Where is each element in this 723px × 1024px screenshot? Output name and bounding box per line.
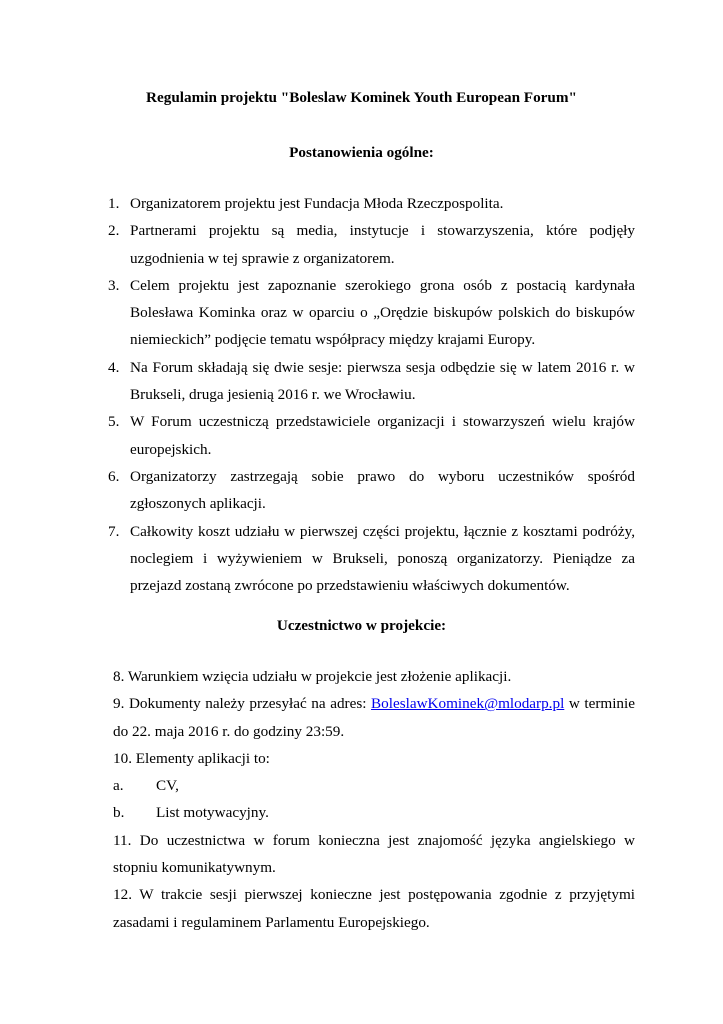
item-9-text-after: w terminie do 22. maja 2016 r. do godziny 23:59. <box>113 695 635 740</box>
list-item-number: 5. <box>108 413 120 431</box>
sub-list-text: CV, <box>156 777 179 795</box>
sub-list-text: List motywacyjny. <box>156 804 269 822</box>
list-item-text: Organizatorem projektu jest Fundacja Młoda Rzeczpospolita. <box>130 195 504 212</box>
sub-list-item <box>113 799 635 826</box>
paragraph-item-10: 10. Elementy aplikacji to: <box>113 749 270 767</box>
section-heading-participation: Uczestnictwo w projekcie: <box>276 617 447 634</box>
list-item <box>108 463 635 518</box>
participation-block <box>113 663 635 936</box>
sub-list-letter: b. <box>113 804 125 822</box>
list-item-text: Całkowity koszt udziału w pierwszej części projektu, łącznie z kosztami podróży, noclegiem i wyżywieniem w Brukseli, ponoszą organizatorzy. Pieniądze za przejazd zostaną zwrócone po przedstawieniu właściwych dokumentów. <box>130 522 635 595</box>
paragraph-item-11: 11. Do uczestnictwa w forum konieczna jest znajomość języka angielskiego w stopniu komunikatywnym. <box>113 831 635 877</box>
list-item-number: 3. <box>108 276 120 294</box>
email-link[interactable]: BoleslawKominek@mlodarp.pl <box>371 695 565 713</box>
list-item-text: Na Forum składają się dwie sesje: pierwsza sesja odbędzie się w latem 2016 r. w Brukseli, druga jesienią 2016 r. we Wrocławiu. <box>130 358 635 404</box>
item-9-text-before: 9. Dokumenty należy przesyłać na adres: <box>113 695 372 713</box>
paragraph-item-8: 8. Warunkiem wzięcia udziału w projekcie jest złożenie aplikacji. <box>113 668 512 685</box>
list-item <box>108 518 635 600</box>
general-provisions-list <box>108 190 635 599</box>
list-item-number: 1. <box>108 195 120 212</box>
list-item <box>108 272 635 354</box>
section-heading-general: Postanowienia ogólne: <box>289 144 434 161</box>
sub-list-item <box>113 772 635 799</box>
document-title: Regulamin projektu "Boleslaw Kominek Youth European Forum" <box>146 89 577 106</box>
list-item-text: W Forum uczestniczą przedstawiciele organizacji i stowarzyszeń wielu krajów europejskich. <box>130 413 635 458</box>
paragraph-item-9 <box>113 690 635 745</box>
list-item-number: 2. <box>108 222 120 240</box>
paragraph-item-12: 12. W trakcie sesji pierwszej konieczne jest postępowania zgodnie z przyjętymi zasadami i regulaminem Parlamentu Europejskiego. <box>113 886 635 931</box>
list-item <box>108 354 635 409</box>
list-item-number: 4. <box>108 358 120 376</box>
list-item-number: 6. <box>108 467 120 485</box>
list-item-text: Celem projektu jest zapoznanie szerokiego grona osób z postacią kardynała Bolesława Kominka oraz w oparciu o „Orędzie biskupów polskich do biskupów niemieckich” podjęcie tematu współpracy między krajami Europy. <box>130 276 635 349</box>
list-item <box>108 217 635 272</box>
list-item-number: 7. <box>108 522 120 540</box>
sub-list-letter: a. <box>113 777 124 795</box>
list-item <box>108 190 635 217</box>
list-item <box>108 408 635 463</box>
list-item-text: Organizatorzy zastrzegają sobie prawo do wyboru uczestników spośród zgłoszonych aplikacji. <box>130 467 635 513</box>
list-item-text: Partnerami projektu są media, instytucje i stowarzyszenia, które podjęły uzgodnienia w tej sprawie z organizatorem. <box>130 222 635 267</box>
